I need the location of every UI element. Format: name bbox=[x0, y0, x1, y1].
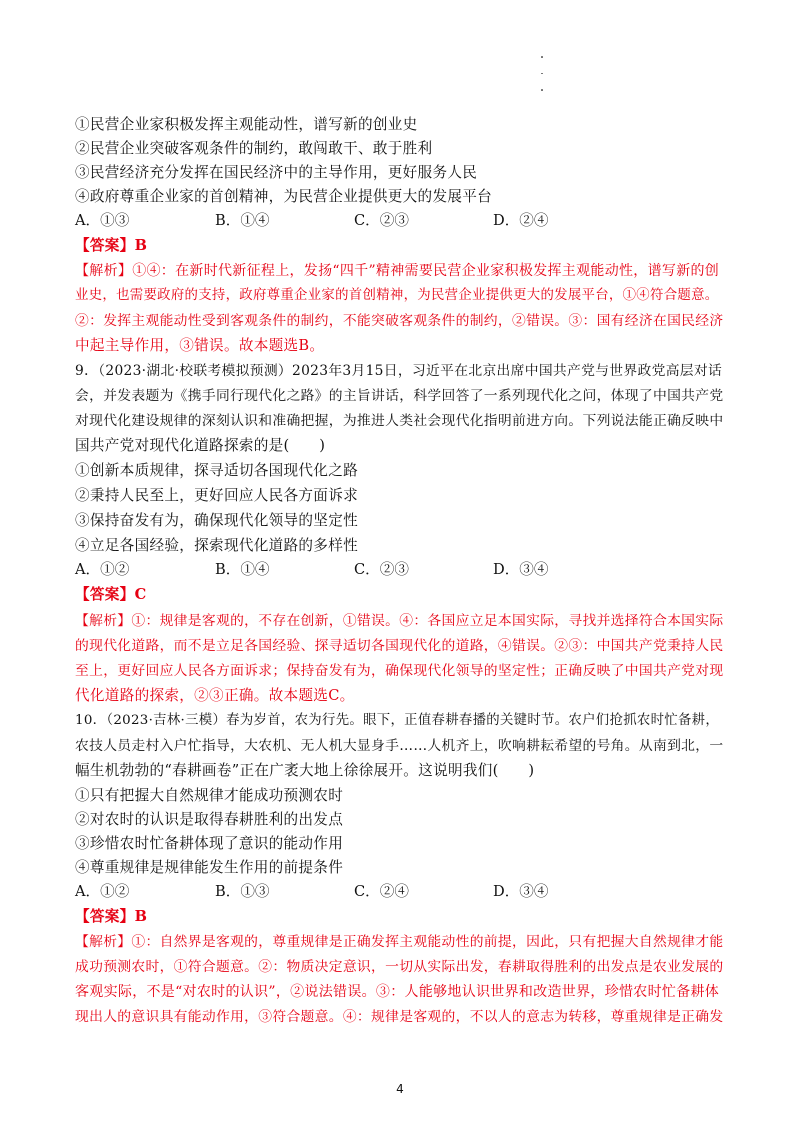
q9-stem-line-3: 对现代化建设规律的深刻认识和准确把握，为推进人类社会现代化指明前进方向。下列说法能正确反映中 bbox=[75, 413, 724, 429]
q10-option-a: A．①② bbox=[75, 883, 130, 900]
q10-analysis-line-3: 客观实际，不是“对农时的认识”，②说法错误。③：人能够地认识世界和改造世界，珍惜农时忙备耕体 bbox=[75, 984, 720, 1000]
q8-analysis-line-4: 中起主导作用，③错误。故本题选B。 bbox=[75, 337, 325, 354]
q10-option-d: D．③④ bbox=[493, 883, 549, 900]
q10-statement-3: ③珍惜农时忙备耕体现了意识的能动作用 bbox=[75, 835, 344, 852]
q8-option-d: D．②④ bbox=[493, 212, 549, 229]
q9-statement-2: ②秉持人民至上，更好回应人民各方面诉求 bbox=[75, 487, 358, 504]
margin-dots bbox=[541, 56, 547, 106]
q8-statement-1: ①民营企业家积极发挥主观能动性，谱写新的创业史 bbox=[75, 116, 418, 133]
q10-stem-line-1: 10．（2023·吉林·三模）春为岁首，农为行先。眼下，正值春耕春播的关键时节。农户们抢抓农时忙备耕， bbox=[75, 713, 720, 728]
q9-analysis-line-4: 代化道路的探索，②③正确。故本题选C。 bbox=[75, 687, 355, 704]
q9-answer: 【答案】C bbox=[75, 586, 147, 603]
q10-option-c: C．②④ bbox=[354, 883, 409, 900]
q9-analysis-line-2: 的现代化道路，而不是立足各国经验、探寻适切各国现代化的道路，④错误。②③：中国共产党秉持人民 bbox=[75, 638, 724, 654]
q9-stem-line-2: 会，并发表题为《携手同行现代化之路》的主旨讲话，科学回答了一系列现代化之问，体现了中国共产党 bbox=[75, 388, 724, 404]
q10-stem-line-2: 农技人员走村入户忙指导，大农机、无人机大显身手……人机齐上，吹响耕耘希望的号角。从南到北，一 bbox=[75, 738, 724, 754]
q10-statement-2: ②对农时的认识是取得春耕胜利的出发点 bbox=[75, 811, 344, 828]
q9-option-b: B．①④ bbox=[215, 561, 270, 578]
q8-statement-3: ③民营经济充分发挥在国民经济中的主导作用，更好服务人民 bbox=[75, 164, 478, 181]
q8-option-c: C．②③ bbox=[354, 212, 409, 229]
q10-stem-line-3: 幅生机勃勃的“春耕画卷”正在广袤大地上徐徐展开。这说明我们( ) bbox=[75, 762, 535, 779]
q8-statement-4: ④政府尊重企业家的首创精神，为民营企业提供更大的发展平台 bbox=[75, 188, 493, 205]
page-number: 4 bbox=[396, 1082, 404, 1096]
q10-analysis-line-4: 现出人的意识具有能动作用，③符合题意。④：规律是客观的，不以人的意志为转移，尊重规律是正确发 bbox=[75, 1009, 724, 1025]
q9-stem-line-4: 国共产党对现代化道路探索的是( ) bbox=[75, 437, 326, 454]
q10-analysis-line-1: 【解析】①：自然界是客观的，尊重规律是正确发挥主观能动性的前提，因此，只有把握大自然规律才能 bbox=[75, 934, 724, 950]
q9-analysis-line-3: 至上，更好回应人民各方面诉求；保持奋发有为，确保现代化领导的坚定性；正确反映了中国共产党对现 bbox=[75, 663, 724, 679]
q8-answer: 【答案】B bbox=[75, 237, 148, 254]
q10-statement-4: ④尊重规律是规律能发生作用的前提条件 bbox=[75, 859, 344, 876]
q9-option-c: C．②③ bbox=[354, 561, 409, 578]
q9-stem-line-1: 9．（2023·湖北·校联考模拟预测）2023年3月15日，习近平在北京出席中国共产党与世界政党高层对话 bbox=[75, 363, 723, 379]
q10-option-b: B．①③ bbox=[215, 883, 270, 900]
q10-answer: 【答案】B bbox=[75, 908, 148, 925]
q10-statement-1: ①只有把握大自然规律才能成功预测农时 bbox=[75, 787, 344, 804]
q8-analysis-line-3: ②：发挥主观能动性受到客观条件的制约，不能突破客观条件的制约，②错误。③：国有经济在国民经济 bbox=[75, 313, 724, 329]
q9-statement-1: ①创新本质规律，探寻适切各国现代化之路 bbox=[75, 462, 358, 479]
q8-analysis-line-2: 业史，也需要政府的支持，政府尊重企业家的首创精神，为民营企业提供更大的发展平台，①④符合题意。 bbox=[75, 288, 719, 303]
q9-statement-4: ④立足各国经验，探索现代化道路的多样性 bbox=[75, 537, 358, 554]
q10-analysis-line-2: 成功预测农时，①符合题意。②：物质决定意识，一切从实际出发，春耕取得胜利的出发点是农业发展的 bbox=[75, 959, 724, 975]
q8-statement-2: ②民营企业突破客观条件的制约，敢闯敢干、敢于胜利 bbox=[75, 140, 433, 157]
q8-option-a: A．①③ bbox=[75, 212, 130, 229]
q9-statement-3: ③保持奋发有为，确保现代化领导的坚定性 bbox=[75, 512, 358, 529]
q9-analysis-line-1: 【解析】①：规律是客观的，不存在创新，①错误。④：各国应立足本国实际，寻找并选择符合本国实际 bbox=[75, 613, 724, 629]
q9-option-d: D．③④ bbox=[493, 561, 549, 578]
q8-analysis-line-1: 【解析】①④：在新时代新征程上，发扬“四千”精神需要民营企业家积极发挥主观能动性，谱写新的创 bbox=[75, 263, 720, 279]
q8-option-b: B．①④ bbox=[215, 212, 270, 229]
q9-option-a: A．①② bbox=[75, 561, 130, 578]
